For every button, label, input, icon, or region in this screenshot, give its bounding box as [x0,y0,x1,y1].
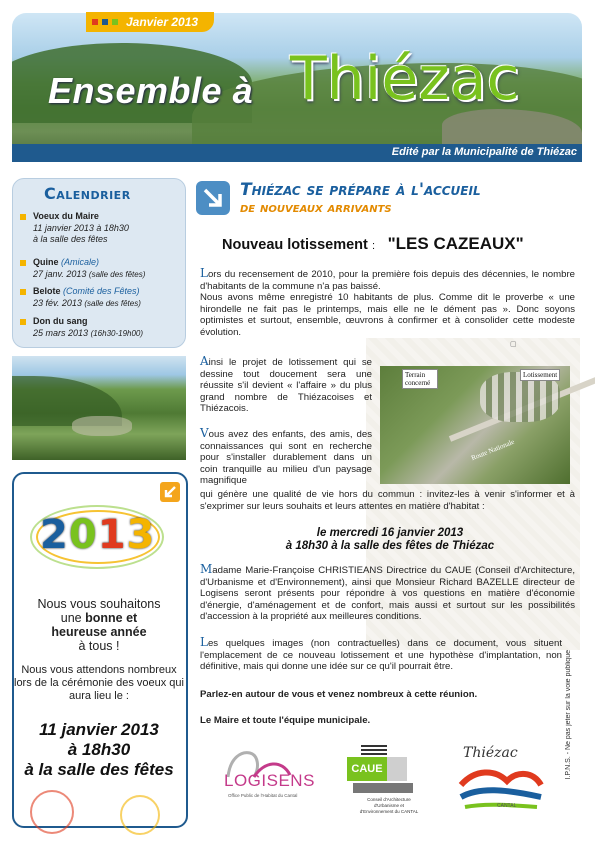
aerial-photo [380,366,570,484]
drop-cap: V [200,426,209,440]
article-paragraph [200,637,562,673]
event-place: à la salle des fêtes [33,234,108,244]
bullet-square-icon [20,319,26,325]
masthead-title-part2: Thiézac [290,44,520,114]
calendar-title: Calendrier [44,184,131,203]
article-heading [222,234,524,254]
drop-cap: M [200,562,213,576]
closing-signature: Le Maire et toute l'équipe municipale. [200,715,371,726]
year-digit: 0 [68,512,98,558]
year-digit: 2 [40,512,69,558]
ceremony-time: à 18h30 [67,740,131,759]
caue-block [353,783,413,793]
bullet-square-icon [20,214,26,220]
red-dot-icon [92,19,98,25]
village-shape [72,416,132,436]
ceremony-day: 11 janvier 2013 [39,720,159,739]
wishes-bold: heureuse année [51,625,147,639]
logisens-name: LOGISENS [224,771,315,790]
date-tab [86,12,214,32]
heading-colon: : [372,240,376,252]
ipns-notice: I.P.N.S. - Ne pas jeter sur la voie publique [565,650,572,780]
event-name: Quine [33,257,59,267]
closing-call: Parlez-en autour de vous et venez nombreux à cette réunion. [200,689,478,700]
article-paragraph: qui génère une qualité de vie hors du commun : invitez-les à venir s'informer et à s'exprimer sur leurs souhaits et leurs attentes en matière d'habitat : [200,489,575,512]
ceremony-place: à la salle des fêtes [24,760,174,779]
paragraph-text: adame Marie-Françoise CHRISTIEANS Directrice du CAUE (Conseil d'Architecture, d'Urbanisme et d'Environnement), ainsi que Monsieur Richard BAZELLE directeur de Logisens seront présents pour répondre à vos questions en matière d'économie d'énergie, d'aménagement et de confort, mais aussi et surtout sur les possibilités d'accession à la propriété aux meilleures conditions. [200,565,575,623]
caue-logo [343,743,423,833]
edited-by-text: Edité par la Municipalité de Thiézac [391,146,577,158]
event-date: 27 janv. 2013 [33,268,87,279]
wishes-line: Nous vous souhaitons [37,597,161,611]
decorative-ring [120,795,160,835]
paragraph-text: insi le projet de lotissement qui se dessine tout doucement sera une réussite s'il devient « l'affaire » du plus grand nombre de Thiézacoises et Thiézacois. [200,357,372,415]
meeting-place: à 18h30 à la salle des fêtes de Thiézac [285,540,495,552]
year-digit: 3 [126,512,156,558]
drop-cap: L [200,635,208,649]
invitation-text: Nous vous attendons nombreux lors de la cérémonie des voeux qui aura lieu le : [14,664,184,702]
photo-label-lotissement: Lotissement [520,369,560,381]
calendar-item [20,286,184,309]
thiezac-logo-name: Thiézac [463,745,518,761]
logisens-logo [220,747,320,817]
thiezac-logo [455,745,545,817]
caue-name: CAUE [347,757,387,781]
logisens-subtitle: Office Public de l'Habitat du Cantal [228,793,298,798]
valley-photo [12,356,186,460]
blue-dot-icon [102,19,108,25]
meeting-info [200,527,580,553]
event-name: Belote [33,286,61,296]
article-subtitle: de nouveaux arrivants [240,200,392,216]
event-place: (salle des fêtes) [88,269,146,279]
photo-label-road: Route Nationale [470,437,516,463]
event-place: (16h30-19h00) [90,328,144,338]
paragraph-text: ors du recensement de 2010, pour la première fois depuis des décennies, le nombre d'habitants de la commune n'a pas baissé. [200,269,575,292]
event-name: Voeux du Maire [33,211,99,221]
article-paragraph [200,356,372,415]
article-paragraph [200,564,575,623]
event-name: Don du sang [33,316,88,326]
article-paragraph [200,268,575,339]
map-label: ▢ [510,340,517,348]
article-title: Thiézac se prépare à l'accueil [240,180,481,200]
article-paragraph [200,428,372,487]
wishes-line: une [60,611,82,625]
caue-subtitle: Conseil d'Architecture d'Urbanisme et d'Environnement du CANTAL [359,797,419,814]
event-place: (salle des fêtes) [84,298,141,308]
thiezac-logo-sub: CANTAL [497,803,517,809]
year-digit: 1 [97,512,127,558]
year-2013 [40,512,155,558]
paragraph-text: es quelques images (non contractuelles) dans ce document, vous situent l'emplacement de ce nouveau lotissement et une hypothèse d'implantation, non définitive, mais qui donne une idée sur ce qu'il pourrait être. [200,638,562,673]
ceremony-date [14,720,184,780]
arrow-icon [160,482,180,502]
event-organizer: (Amicale) [61,257,100,267]
calendar-item [20,316,184,339]
event-date: 11 janvier 2013 à 18h30 [33,222,129,233]
wishes-line: à tous ! [78,639,120,653]
decorative-ring [30,790,74,834]
bullet-square-icon [20,260,26,266]
event-date: 23 fév. 2013 [33,297,82,308]
event-organizer: (Comité des Fêtes) [63,286,140,296]
event-date: 25 mars 2013 [33,327,89,338]
drop-cap: A [200,354,209,368]
green-dot-icon [112,19,118,25]
wishes-text [14,597,184,653]
bullet-square-icon [20,289,26,295]
heading-prefix: Nouveau lotissement [222,237,368,253]
arrow-icon [196,181,230,215]
photo-label-terrain: Terrain concerné [402,369,438,389]
issue-date: Janvier 2013 [126,15,199,29]
calendar-item [20,257,184,280]
caue-block [387,757,407,781]
paragraph-text: ous avez des enfants, des amis, des connaissances qui sont en recherche pour s'installer durablement dans un coin tranquille au milieu d'un paysage magnifique [200,429,372,487]
masthead-title-part1: Ensemble à [48,70,254,111]
calendar-item [20,211,184,246]
meeting-date: le mercredi 16 janvier 2013 [316,527,464,539]
heading-name: "LES CAZEAUX" [387,234,524,253]
paragraph-text: Nous avons même enregistré 10 habitants de plus. Comme dit le proverbe « une hirondelle ne fait pas le printemps, mais elle ne le dément pas ». Donc soyons optimistes et surtout, ensemble, œuvrons à confirmer et à consolider cette modeste évolution. [200,292,575,338]
wishes-bold: bonne et [85,611,138,625]
drop-cap: L [200,266,208,280]
